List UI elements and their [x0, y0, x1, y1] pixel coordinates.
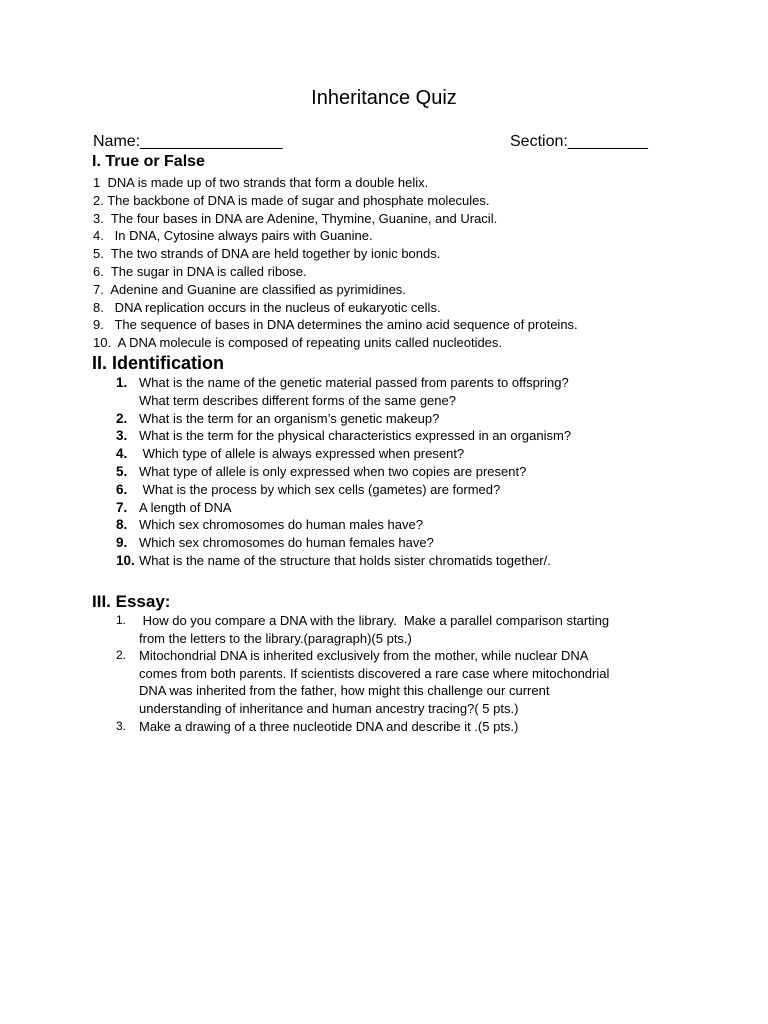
item-text: What is the term for the physical characteristics expressed in an organism? [139, 428, 572, 444]
item-number: 5. [93, 246, 104, 262]
page-title: Inheritance Quiz [311, 87, 457, 109]
item-number: 10. [116, 552, 135, 568]
list-item [93, 316, 713, 334]
part2-heading: II. Identification [92, 353, 225, 373]
part3-heading: III. Essay: [92, 592, 171, 611]
list-item [116, 612, 676, 647]
item-text: comes from both parents. If scientists discovered a rare case where mitochondrial [139, 665, 610, 681]
item-text: What is the process by which sex cells (gametes) are formed? [139, 481, 501, 497]
section-field-label: Section:_________ [510, 133, 648, 150]
item-text: Which sex chromosomes do human females have? [139, 535, 434, 551]
item-text: The backbone of DNA is made of sugar and phosphate molecules. [103, 192, 490, 208]
list-item [93, 334, 713, 352]
item-text: Adenine and Guanine are classified as pyrimidines. [103, 281, 406, 297]
item-text: What type of allele is only expressed when two copies are present? [139, 463, 527, 479]
item-text: The sequence of bases in DNA determines the amino acid sequence of proteins. [103, 317, 578, 333]
list-item [93, 245, 713, 263]
part1-heading: I. True or False [92, 153, 205, 170]
item-text: Which type of allele is always expressed when present? [139, 446, 465, 462]
item-text: DNA is made up of two strands that form a double helix. [103, 175, 429, 190]
item-text: What is the name of the genetic material passed from parents to offspring? [139, 375, 569, 390]
item-text: Make a drawing of a three nucleotide DNA and describe it .(5 pts.) [139, 718, 519, 734]
list-item [116, 499, 676, 517]
list-item [116, 427, 676, 445]
list-item [116, 463, 676, 481]
item-number: 1. [116, 375, 128, 390]
essay-list [116, 612, 676, 735]
item-text: DNA was inherited from the father, how might this challenge our current [139, 683, 550, 699]
item-number: 3. [116, 428, 128, 444]
item-text: A DNA molecule is composed of repeating units called nucleotides. [111, 335, 503, 351]
item-text: from the letters to the library.(paragraph)(5 pts.) [139, 630, 412, 646]
item-number: 2. [93, 192, 104, 208]
item-number: 5. [116, 463, 128, 479]
list-item [116, 647, 676, 717]
identification-list [116, 374, 676, 570]
list-item [116, 410, 676, 428]
item-number: 3. [116, 718, 127, 733]
item-number: 3. [93, 210, 104, 226]
item-text: A length of DNA [139, 499, 232, 515]
list-item [93, 210, 713, 228]
item-text: What is the term for an organism’s genetic makeup? [139, 410, 440, 426]
list-item [93, 299, 713, 317]
item-text: The two strands of DNA are held together by ionic bonds. [103, 246, 441, 262]
item-number: 4. [93, 228, 104, 244]
item-number: 9. [93, 317, 104, 333]
list-item [93, 192, 713, 210]
item-number: 7. [93, 281, 104, 297]
item-number: 8. [93, 299, 104, 315]
list-item [116, 718, 676, 736]
list-item [93, 174, 713, 192]
true-false-list [93, 174, 713, 352]
item-number: 7. [116, 499, 128, 515]
list-item [116, 534, 676, 552]
list-item [116, 445, 676, 463]
item-text: How do you compare a DNA with the library. Make a parallel comparison starting [139, 613, 610, 628]
list-item [93, 227, 713, 245]
name-field-label: Name:________________ [93, 133, 283, 150]
item-number: 2. [116, 410, 128, 426]
item-number: 6. [93, 263, 104, 279]
list-item [93, 281, 713, 299]
item-text: In DNA, Cytosine always pairs with Guanine. [103, 228, 373, 244]
list-item [116, 552, 676, 570]
item-number: 9. [116, 535, 128, 551]
item-number: 4. [116, 446, 128, 462]
item-number: 10. [93, 335, 112, 351]
item-text: The sugar in DNA is called ribose. [103, 263, 307, 279]
item-number: 1 [93, 175, 104, 190]
list-item [116, 516, 676, 534]
item-text-continued: What term describes different forms of the same gene? [139, 392, 456, 408]
item-number: 2. [116, 648, 127, 663]
item-text: What is the name of the structure that holds sister chromatids together/. [139, 552, 551, 568]
item-number: 1. [116, 613, 127, 627]
item-text: DNA replication occurs in the nucleus of eukaryotic cells. [103, 299, 441, 315]
item-number: 6. [116, 481, 128, 497]
list-item [93, 263, 713, 281]
list-item [116, 481, 676, 499]
item-text: Which sex chromosomes do human males have? [139, 517, 423, 533]
item-text: The four bases in DNA are Adenine, Thymine, Guanine, and Uracil. [103, 210, 498, 226]
item-number: 8. [116, 517, 128, 533]
item-text: understanding of inheritance and human ancestry tracing?( 5 pts.) [139, 700, 519, 716]
list-item [116, 374, 676, 392]
item-text: Mitochondrial DNA is inherited exclusively from the mother, while nuclear DNA [139, 648, 589, 664]
